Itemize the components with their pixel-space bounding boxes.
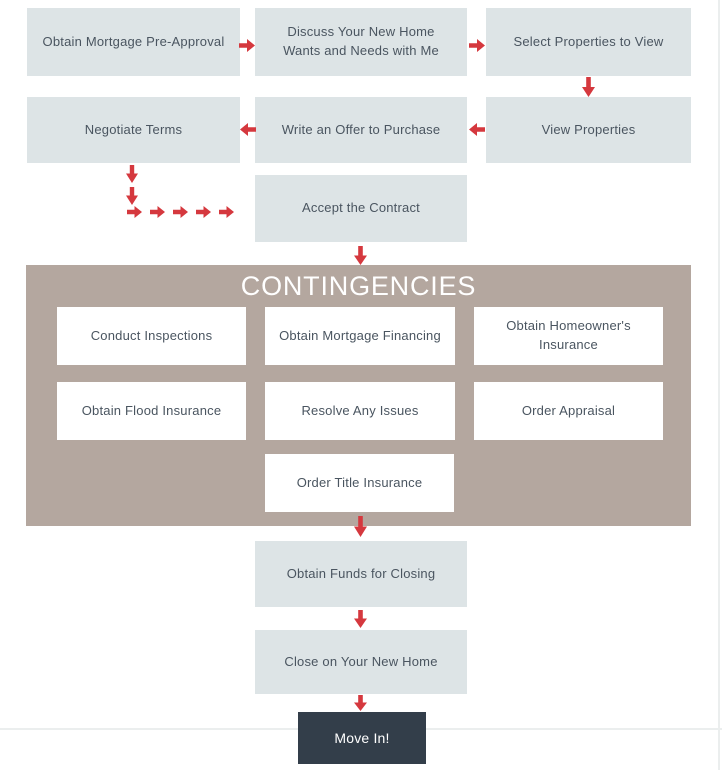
step-label: View Properties <box>541 121 636 137</box>
contingency-title-insurance <box>265 454 454 512</box>
arrow-right-icon <box>469 39 485 52</box>
step-close-on-home <box>255 630 467 694</box>
contingency-mortgage-financing <box>265 307 455 365</box>
step-label: Resolve Any Issues <box>301 402 419 418</box>
arrow-down-icon <box>354 695 367 711</box>
arrow-right-icon <box>219 206 234 218</box>
step-label: Order Appraisal <box>521 402 616 418</box>
step-select-properties <box>486 8 691 76</box>
step-label: Obtain Mortgage Financing <box>279 327 441 343</box>
page-edge-right-line <box>718 0 720 770</box>
contingency-homeowners-insurance <box>474 307 663 365</box>
step-label: Order Title Insurance <box>296 474 423 490</box>
arrow-right-icon <box>127 206 142 218</box>
step-label: Select Properties to View <box>513 33 664 49</box>
contingency-conduct-inspections <box>57 307 246 365</box>
step-obtain-funds <box>255 541 467 607</box>
arrow-down-icon <box>126 187 138 205</box>
arrow-down-icon <box>126 165 138 183</box>
step-label: Accept the Contract <box>302 200 420 216</box>
arrow-right-icon <box>150 206 165 218</box>
contingency-flood-insurance <box>57 382 246 440</box>
step-move-in <box>298 712 426 764</box>
step-label: Obtain Flood Insurance <box>81 402 222 418</box>
step-label: Write an Offer to Purchase <box>281 121 441 137</box>
step-label: Conduct Inspections <box>90 327 213 343</box>
step-write-offer <box>255 97 467 163</box>
contingency-order-appraisal <box>474 382 663 440</box>
step-label: Obtain Funds for Closing <box>286 565 436 581</box>
arrow-down-icon <box>354 516 367 537</box>
step-label: Obtain Homeowner's Insurance <box>506 318 631 352</box>
contingencies-title: CONTINGENCIES <box>240 270 477 301</box>
arrow-down-icon <box>354 246 367 265</box>
step-label: Negotiate Terms <box>84 121 183 137</box>
step-label: Close on Your New Home <box>284 653 438 669</box>
arrow-right-icon <box>196 206 211 218</box>
step-discuss-wants-needs <box>255 8 467 76</box>
step-label: Obtain Mortgage Pre-Approval <box>42 33 225 49</box>
arrow-left-icon <box>240 123 256 136</box>
step-label: Discuss Your New Home Wants and Needs with Me <box>283 24 439 58</box>
arrow-left-icon <box>469 123 485 136</box>
arrow-right-icon <box>239 39 255 52</box>
step-accept-contract <box>255 175 467 242</box>
arrow-down-icon <box>582 77 595 97</box>
step-view-properties <box>486 97 691 163</box>
arrow-down-icon <box>354 610 367 628</box>
step-obtain-mortgage-preapproval <box>27 8 240 76</box>
contingency-resolve-issues <box>265 382 455 440</box>
step-label: Move In! <box>334 729 390 746</box>
arrow-right-icon <box>173 206 188 218</box>
step-negotiate-terms <box>27 97 240 163</box>
